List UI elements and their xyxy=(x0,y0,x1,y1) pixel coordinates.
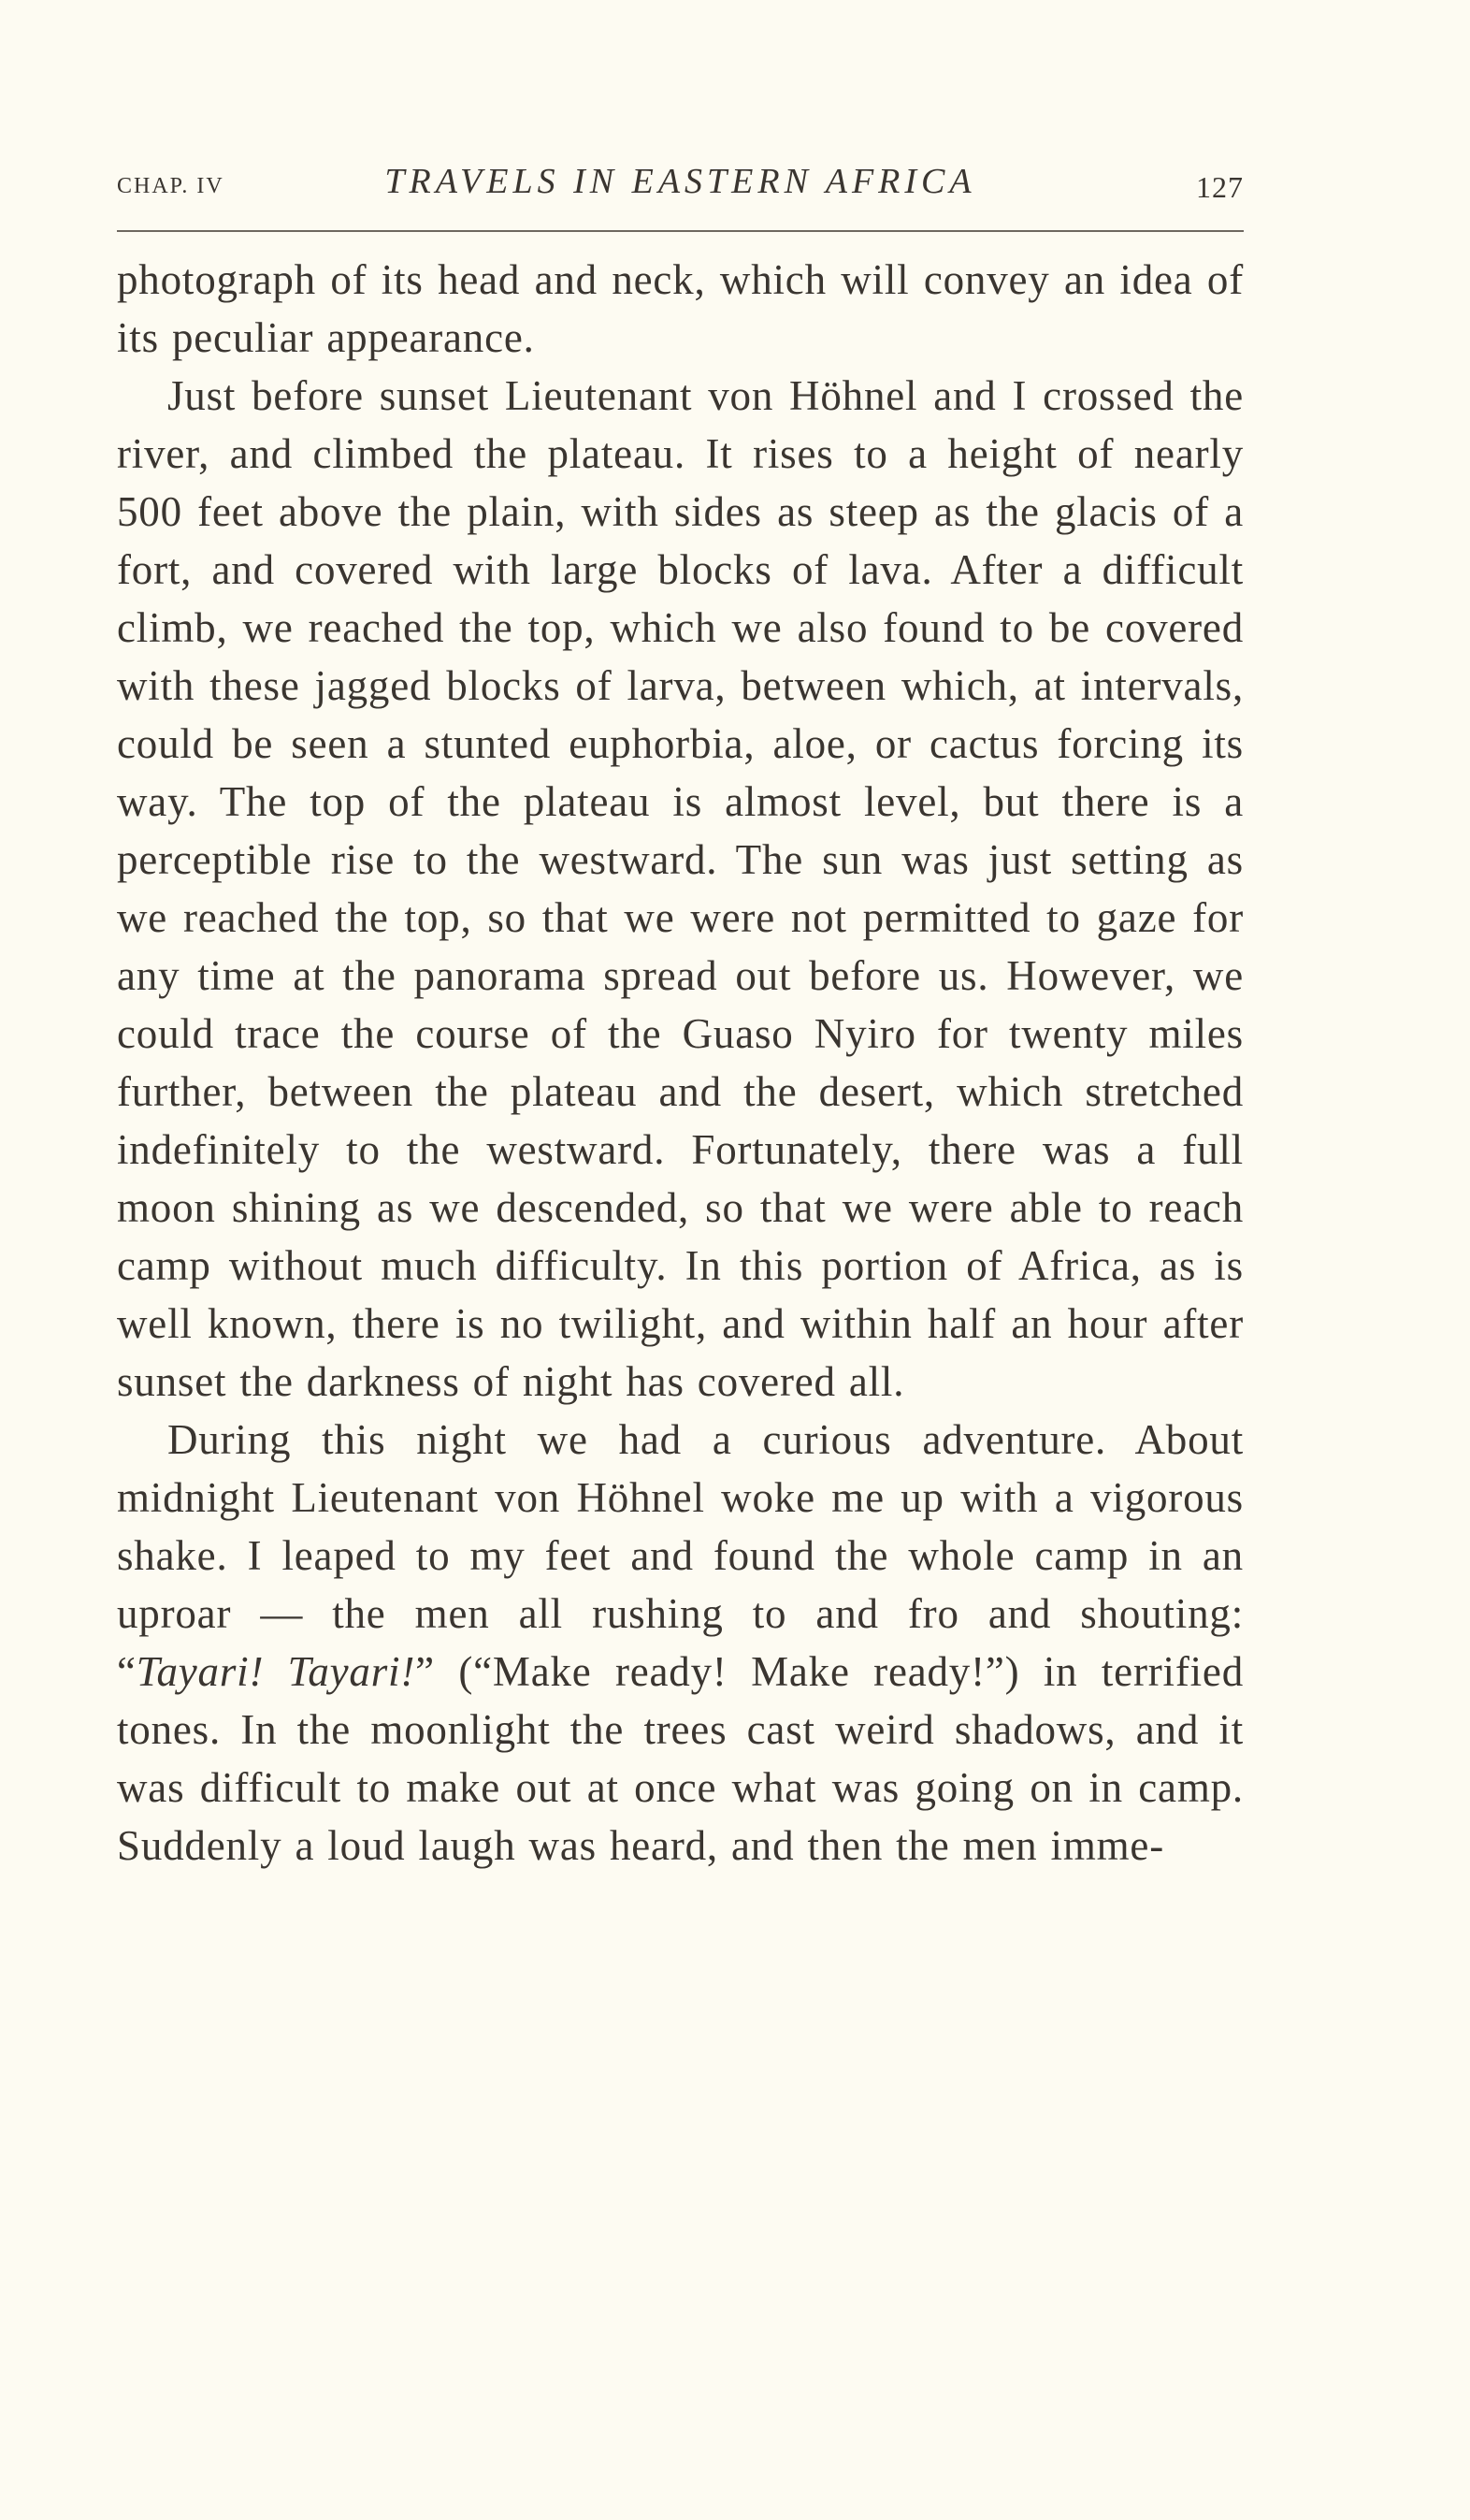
chapter-label: CHAP. IV xyxy=(117,174,224,198)
paragraph-3 xyxy=(117,1411,1244,1875)
page-number: 127 xyxy=(1196,170,1244,204)
paragraph-2: Just before sunset Lieutenant von Höhnel and I crossed the river, and climbed the plateau. It rises to a height of nearly 500 feet above the plain, with sides as steep as the glacis of a fort, and covered with large blocks of lava. After a difficult climb, we reached the top, which we also found to be covered with these jagged blocks of larva, between which, at intervals, could be seen a stunted euphorbia, aloe, or cactus forcing its way. The top of the plateau is almost level, but there is a perceptible rise to the westward. The sun was just setting as we reached the top, so that we were not permitted to gaze for any time at the panorama spread out before us. However, we could trace the course of the Guaso Nyiro for twenty miles further, between the plateau and the desert, which stretched indefinitely to the westward. Fortunately, there was a full moon shining as we descended, so that we were able to reach camp without much difficulty. In this portion of Africa, as is well known, there is no twilight, and within half an hour after sunset the darkness of night has covered all. xyxy=(117,372,1244,1405)
header-rule xyxy=(117,230,1244,232)
paragraph-3-part-2: ” (“Make ready! Make ready!”) in terrified tones. In the moonlight the trees cast weird shadows, and it was difficult to make out at once what was going on in camp. Suddenly a loud laugh was heard, and then the men imme- xyxy=(117,1648,1244,1869)
running-head xyxy=(117,157,1244,213)
body-text xyxy=(117,251,1244,1875)
paragraph-3-italic: Tayari! Tayari! xyxy=(136,1648,416,1695)
running-title: TRAVELS IN EASTERN AFRICA xyxy=(384,162,976,201)
paragraph-3-part-1: During this night we had a curious adventure. About midnight Lieutenant von Höhnel woke me up with a vigorous shake. I leaped to my feet and found the whole camp in an uproar — the men all rushing to and fro and shouting: “ xyxy=(117,1416,1244,1695)
paragraph-1: photograph of its head and neck, which will convey an idea of its peculiar appearance. xyxy=(117,256,1244,361)
